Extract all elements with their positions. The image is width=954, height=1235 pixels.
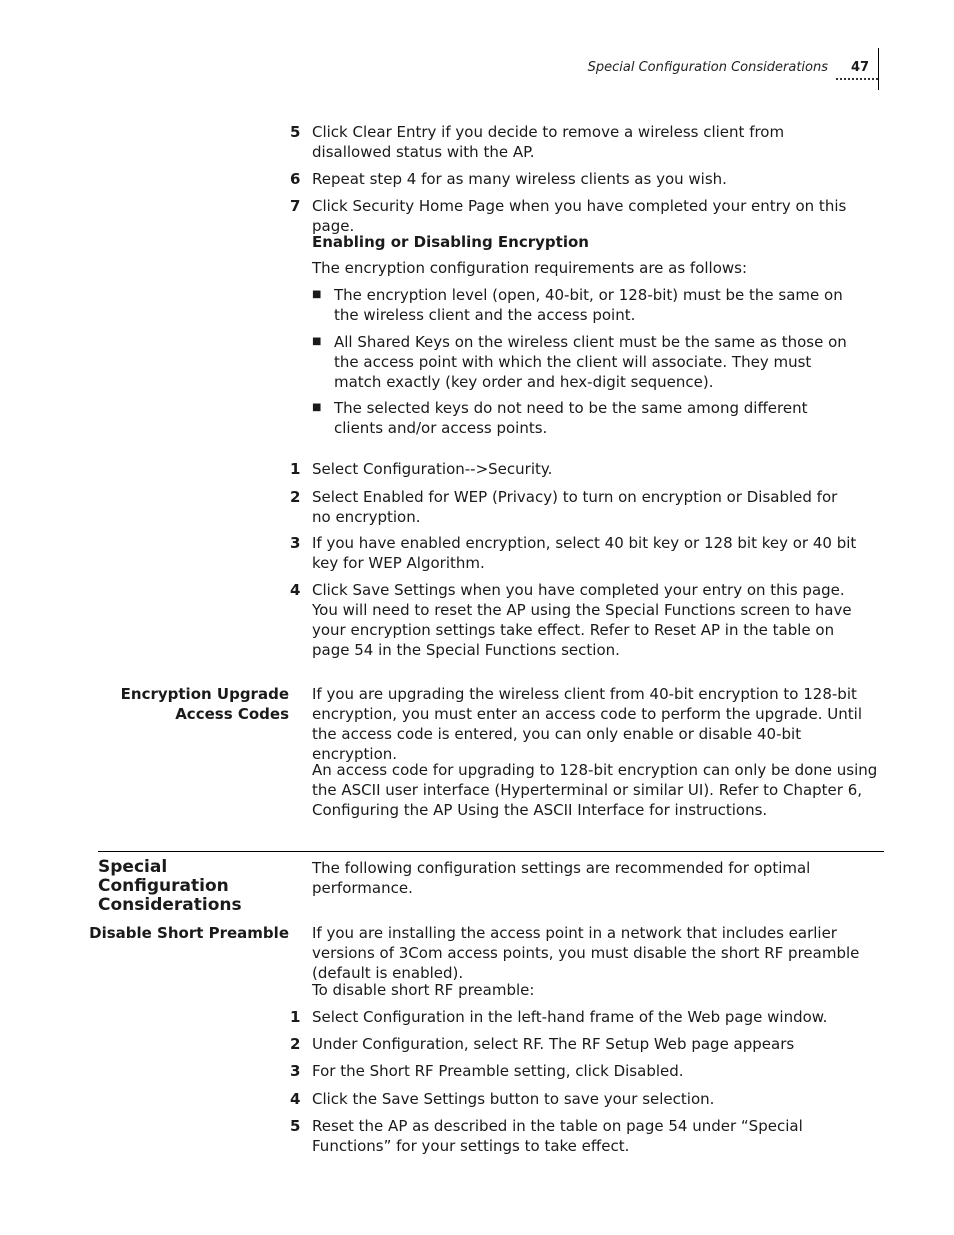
bullet-item: [312, 285, 860, 325]
bullet-item: [312, 398, 860, 438]
bullet-text: All Shared Keys on the wireless client must be the same as those on the access point with which the client will associate. They must match exactly (key order and hex-digit sequence).: [334, 333, 847, 391]
step-text: Click the Save Settings button to save your selection.: [312, 1090, 715, 1108]
step-text: Under Configuration, select RF. The RF Setup Web page appears: [312, 1035, 795, 1053]
step-number: 4: [290, 1090, 301, 1108]
paragraph: If you are installing the access point in a network that includes earlier versions of 3Com access points, you must disable the short RF preamble (default is enabled).: [312, 924, 860, 982]
step-number: 3: [290, 1062, 301, 1080]
step-text: Click Security Home Page when you have completed your entry on this page.: [312, 197, 847, 235]
step-text: Repeat step 4 for as many wireless clients as you wish.: [312, 170, 727, 188]
section-heading-line: Special Configuration: [98, 857, 229, 896]
step-text: Select Configuration-->Security.: [312, 460, 553, 478]
step-number: 1: [290, 1008, 301, 1026]
header-dotted-rule: [836, 78, 878, 80]
bullet-text: The selected keys do not need to be the same among different clients and/or access points.: [334, 399, 808, 437]
step-number: 4: [290, 581, 301, 599]
step-number: 5: [290, 123, 301, 141]
step-item: [290, 196, 860, 236]
section-heading: [98, 858, 298, 915]
step-number: 2: [290, 488, 301, 506]
step-text: Select Enabled for WEP (Privacy) to turn on encryption or Disabled for no encryption.: [312, 488, 838, 526]
side-heading: Disable Short Preamble: [89, 924, 289, 942]
subsection-heading: Enabling or Disabling Encryption: [312, 233, 589, 251]
step-text: Select Configuration in the left-hand frame of the Web page window.: [312, 1008, 828, 1026]
step-text: Click Save Settings when you have completed your entry on this page. You will need to reset the AP using the Special Functions screen to have your encryption settings take effect. Refer to Reset AP in the table on page 54 in the Special Functions section.: [312, 581, 852, 659]
section-rule: [98, 851, 884, 852]
side-heading-line: Access Codes: [175, 705, 289, 723]
step-text: For the Short RF Preamble setting, click Disabled.: [312, 1062, 684, 1080]
side-heading: [89, 684, 289, 724]
step-item: [290, 487, 860, 527]
section-heading-line: Considerations: [98, 895, 242, 915]
running-header: Special Configuration Considerations: [587, 60, 828, 75]
side-heading-line: Encryption Upgrade: [120, 685, 289, 703]
step-number: 1: [290, 460, 301, 478]
header-divider: [878, 48, 879, 90]
step-item: [290, 459, 860, 479]
step-item: [290, 169, 860, 189]
page-number: 47: [851, 60, 870, 75]
step-item: [290, 1007, 860, 1027]
bullet-square-icon: ■: [312, 289, 322, 300]
step-number: 7: [290, 197, 301, 215]
bullet-text: The encryption level (open, 40-bit, or 128-bit) must be the same on the wireless client and the access point.: [334, 286, 843, 324]
step-text: Reset the AP as described in the table on page 54 under “Special Functions” for your settings to take effect.: [312, 1117, 803, 1155]
paragraph: If you are upgrading the wireless client from 40-bit encryption to 128-bit encryption, you must enter an access code to perform the upgrade. Until the access code is entered, you can only enable or disable 40-bit encryption.: [312, 685, 862, 763]
paragraph: The following configuration settings are recommended for optimal performance.: [312, 859, 811, 897]
paragraph: To disable short RF preamble:: [312, 981, 535, 999]
step-text: Click Clear Entry if you decide to remove a wireless client from disallowed status with the AP.: [312, 123, 785, 161]
step-number: 2: [290, 1035, 301, 1053]
step-item: [290, 1061, 860, 1081]
step-number: 6: [290, 170, 301, 188]
step-item: [290, 122, 860, 162]
paragraph: The encryption configuration requirements are as follows:: [312, 259, 748, 277]
step-number: 5: [290, 1117, 301, 1135]
step-item: [290, 580, 860, 660]
paragraph: An access code for upgrading to 128-bit encryption can only be done using the ASCII user interface (Hyperterminal or similar UI). Refer to Chapter 6, Configuring the AP Using the ASCII Interface for instructions.: [312, 761, 878, 819]
step-number: 3: [290, 534, 301, 552]
bullet-item: [312, 332, 860, 392]
step-item: [290, 1089, 860, 1109]
step-item: [290, 1034, 860, 1054]
bullet-square-icon: ■: [312, 402, 322, 413]
bullet-square-icon: ■: [312, 336, 322, 347]
step-item: [290, 533, 860, 573]
step-item: [290, 1116, 860, 1156]
step-text: If you have enabled encryption, select 40 bit key or 128 bit key or 40 bit key for WEP Algorithm.: [312, 534, 857, 572]
